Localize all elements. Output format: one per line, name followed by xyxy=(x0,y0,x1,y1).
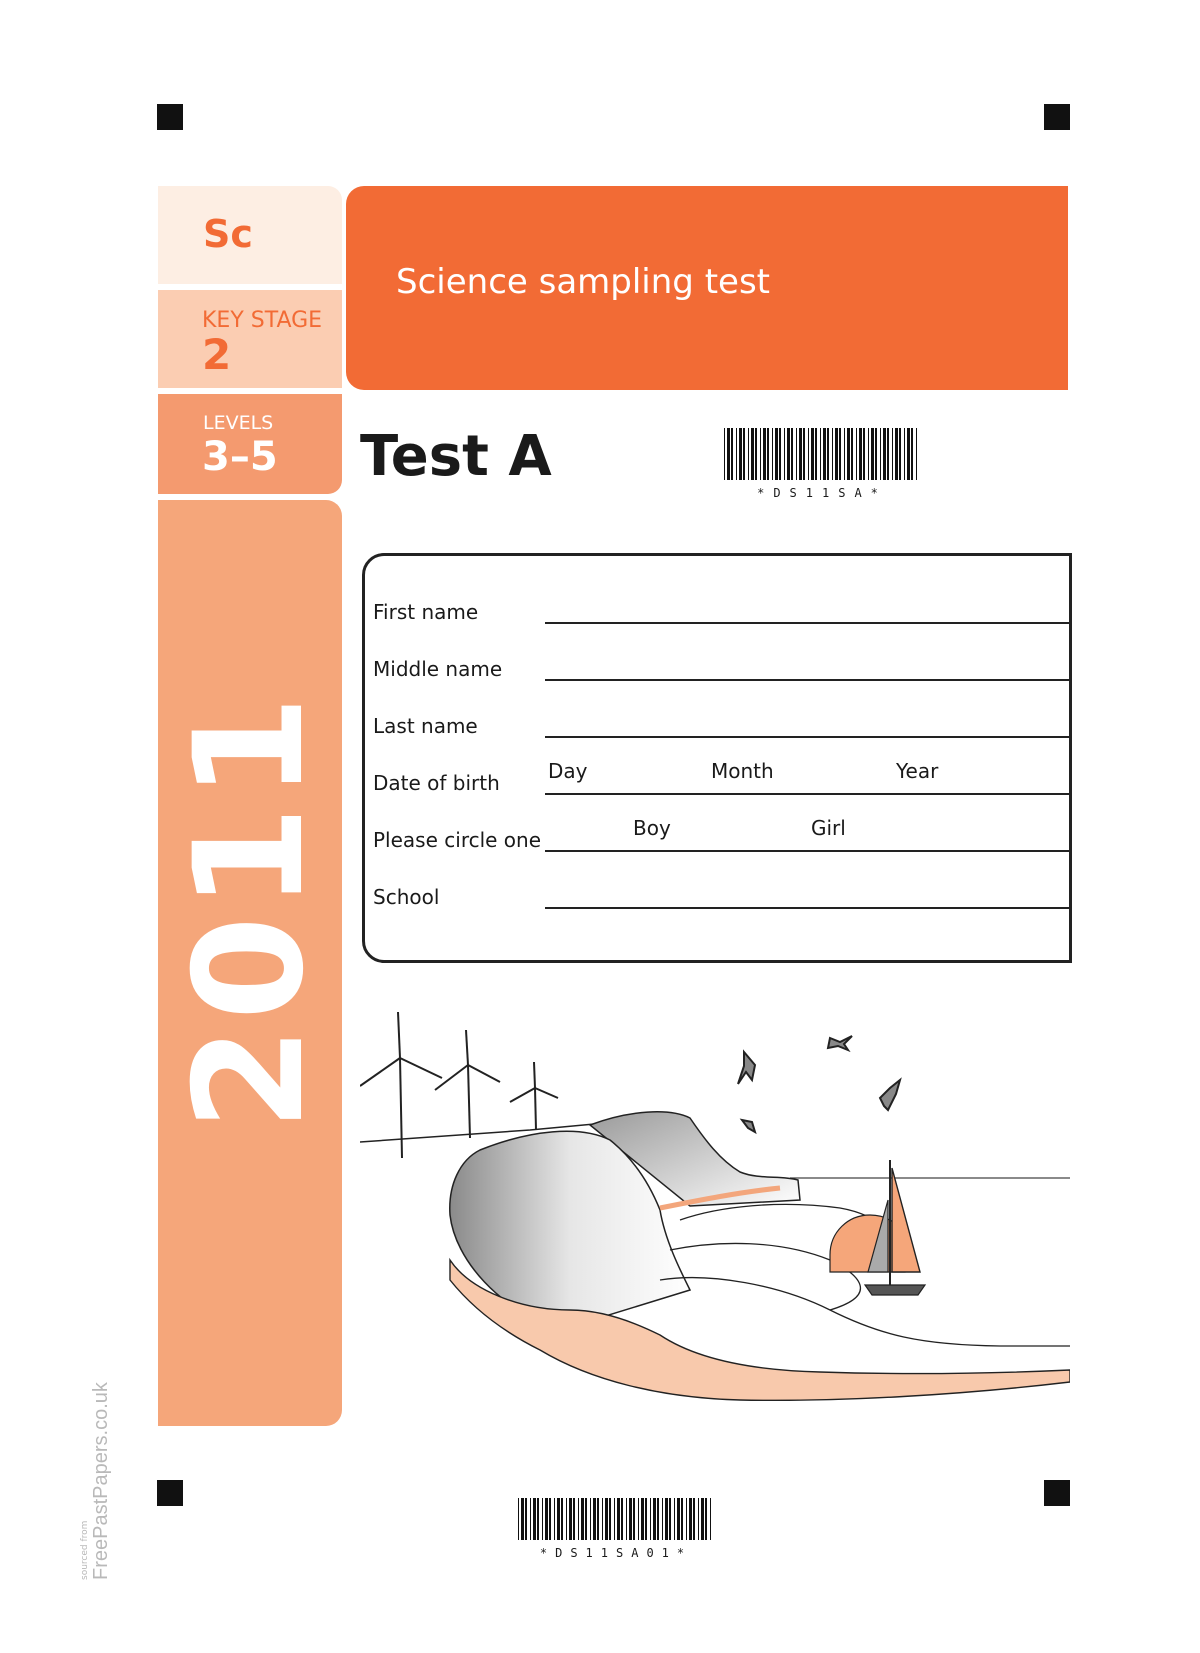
school-line[interactable] xyxy=(545,907,1069,909)
date-of-birth-label: Date of birth xyxy=(373,771,500,795)
year-text: 2011 xyxy=(163,689,337,1131)
dob-year-label: Year xyxy=(896,759,939,783)
boy-option[interactable]: Boy xyxy=(633,816,671,840)
registration-mark-bottom-left xyxy=(157,1480,183,1506)
dob-day-label: Day xyxy=(548,759,588,783)
girl-option[interactable]: Girl xyxy=(811,816,846,840)
subject-panel xyxy=(158,186,342,284)
barcode-bottom-bars xyxy=(516,1498,716,1540)
wind-turbine-1 xyxy=(360,1012,442,1158)
barcode-bottom-caption: *DS11SA01* xyxy=(539,1546,693,1560)
coastal-illustration xyxy=(360,1010,1070,1410)
last-name-label: Last name xyxy=(373,714,478,738)
gender-line xyxy=(545,850,1069,852)
last-name-line[interactable] xyxy=(545,736,1069,738)
watermark-big: FreePastPapers.co.uk xyxy=(90,1382,112,1580)
registration-mark-bottom-right xyxy=(1044,1480,1070,1506)
barcode-top xyxy=(722,428,922,500)
test-series-title: Science sampling test xyxy=(396,262,770,302)
watermark xyxy=(80,1382,113,1580)
key-stage-label: KEY STAGE xyxy=(202,308,323,333)
wind-turbine-3 xyxy=(510,1062,558,1130)
subject-code: Sc xyxy=(203,212,253,256)
key-stage-number: 2 xyxy=(202,330,232,379)
registration-mark-top-left xyxy=(157,104,183,130)
wind-turbine-2 xyxy=(435,1030,500,1138)
middle-name-line[interactable] xyxy=(545,679,1069,681)
registration-mark-top-right xyxy=(1044,104,1070,130)
key-stage-panel xyxy=(158,290,342,388)
first-name-label: First name xyxy=(373,600,479,624)
levels-range: 3–5 xyxy=(202,434,278,480)
test-name: Test A xyxy=(360,424,552,489)
levels-panel xyxy=(158,394,342,494)
seagulls xyxy=(738,1036,900,1132)
barcode-bottom xyxy=(516,1498,716,1558)
middle-name-label: Middle name xyxy=(373,657,503,681)
title-banner xyxy=(346,186,1068,390)
watermark-small: sourced from xyxy=(80,1520,90,1580)
pupil-details-form xyxy=(362,553,1072,963)
circle-one-label: Please circle one xyxy=(373,828,542,852)
levels-label: LEVELS xyxy=(203,412,274,434)
first-name-line[interactable] xyxy=(545,622,1069,624)
dob-month-label: Month xyxy=(711,759,774,783)
school-label: School xyxy=(373,885,440,909)
barcode-top-bars xyxy=(722,428,922,480)
date-of-birth-line[interactable] xyxy=(545,793,1069,795)
year-panel xyxy=(158,500,342,1426)
barcode-top-caption: *DS11SA* xyxy=(757,486,887,500)
